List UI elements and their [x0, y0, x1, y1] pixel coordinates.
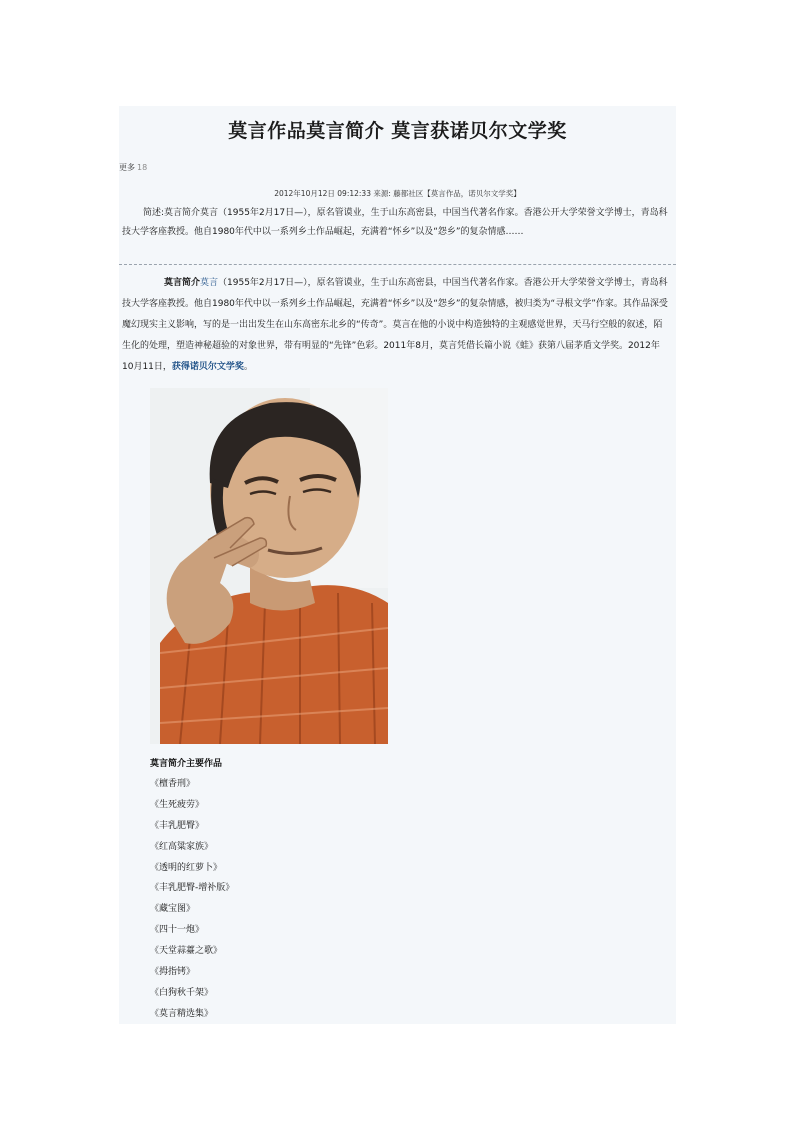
- list-item: 《丰乳肥臀》: [150, 820, 205, 831]
- article-meta: [119, 188, 676, 199]
- list-item: 《藏宝图》: [150, 904, 196, 915]
- author-portrait-icon: [150, 388, 388, 744]
- list-item: 《生死疲劳》: [150, 799, 205, 810]
- article-summary: [122, 204, 674, 242]
- mo-yan-link[interactable]: 莫言: [200, 278, 219, 288]
- publish-date: 2012年10月12日 09:12:33: [274, 189, 371, 198]
- nobel-prize-link[interactable]: 获得诺贝尔文学奖: [171, 362, 244, 372]
- body-end-punct: 。: [243, 362, 253, 372]
- list-item: 《白狗秋千架》: [150, 987, 214, 998]
- list-item: 《红高粱家族》: [150, 841, 214, 852]
- works-list: [150, 776, 234, 1027]
- body-lead-heading: 莫言简介: [164, 278, 201, 288]
- more-count: 18: [137, 163, 148, 172]
- list-item: 《四十一炮》: [150, 925, 205, 936]
- list-item: 《拇指铐》: [150, 967, 196, 978]
- summary-text: 莫言简介莫言（1955年2月17日—），原名管谟业，生于山东高密县，中国当代著名作家。香港公开大学荣誉文学博士，青岛科技大学客座教授。他自1980年代中以一系列乡土作品崛起，充满着“怀乡”以及“怨乡”的复杂情感……: [122, 208, 668, 237]
- article-body: [122, 273, 671, 378]
- works-heading: 莫言简介主要作品: [150, 759, 223, 769]
- list-item: 《透明的红萝卜》: [150, 862, 223, 873]
- source-name[interactable]: 藤都社区: [393, 189, 424, 198]
- list-item: 《天堂蒜薹之歌》: [150, 946, 223, 957]
- article-panel: [119, 106, 676, 1024]
- author-portrait-image: [150, 388, 388, 744]
- body-text: （1955年2月17日—），原名管谟业，生于山东高密县，中国当代著名作家。香港公开大学荣誉文学博士，青岛科技大学客座教授。他自1980年代中以一系列乡土作品崛起，充满着“怀乡”以及“怨乡”的复杂情感，被归类为“寻根文学”作家。其作品深受魔幻现实主义影响，写的是一出出发生在山东高密东北乡的“传奇”。莫言在他的小说中构造独特的主观感觉世界，天马行空般的叙述，陌生化的处理，塑造神秘超验的对象世界，带有明显的“先锋”色彩。2011年8月，莫言凭借长篇小说《蛙》获第八届茅盾文学奖。2012年10月11日，: [122, 278, 668, 372]
- summary-label: 简述:: [143, 208, 165, 218]
- section-divider: [119, 264, 676, 265]
- source-label: 来源:: [373, 189, 391, 198]
- article-tags[interactable]: 【莫言作品，诺贝尔文学奖】: [423, 189, 521, 198]
- list-item: 《檀香刑》: [150, 779, 196, 789]
- list-item: 《丰乳肥臀-增补版》: [150, 883, 235, 894]
- list-item: 《莫言精选集》: [150, 1008, 214, 1019]
- more-label: 更多: [119, 163, 135, 172]
- article-title: 莫言作品莫言简介 莫言获诺贝尔文学奖: [228, 120, 567, 142]
- more-link[interactable]: [119, 162, 147, 173]
